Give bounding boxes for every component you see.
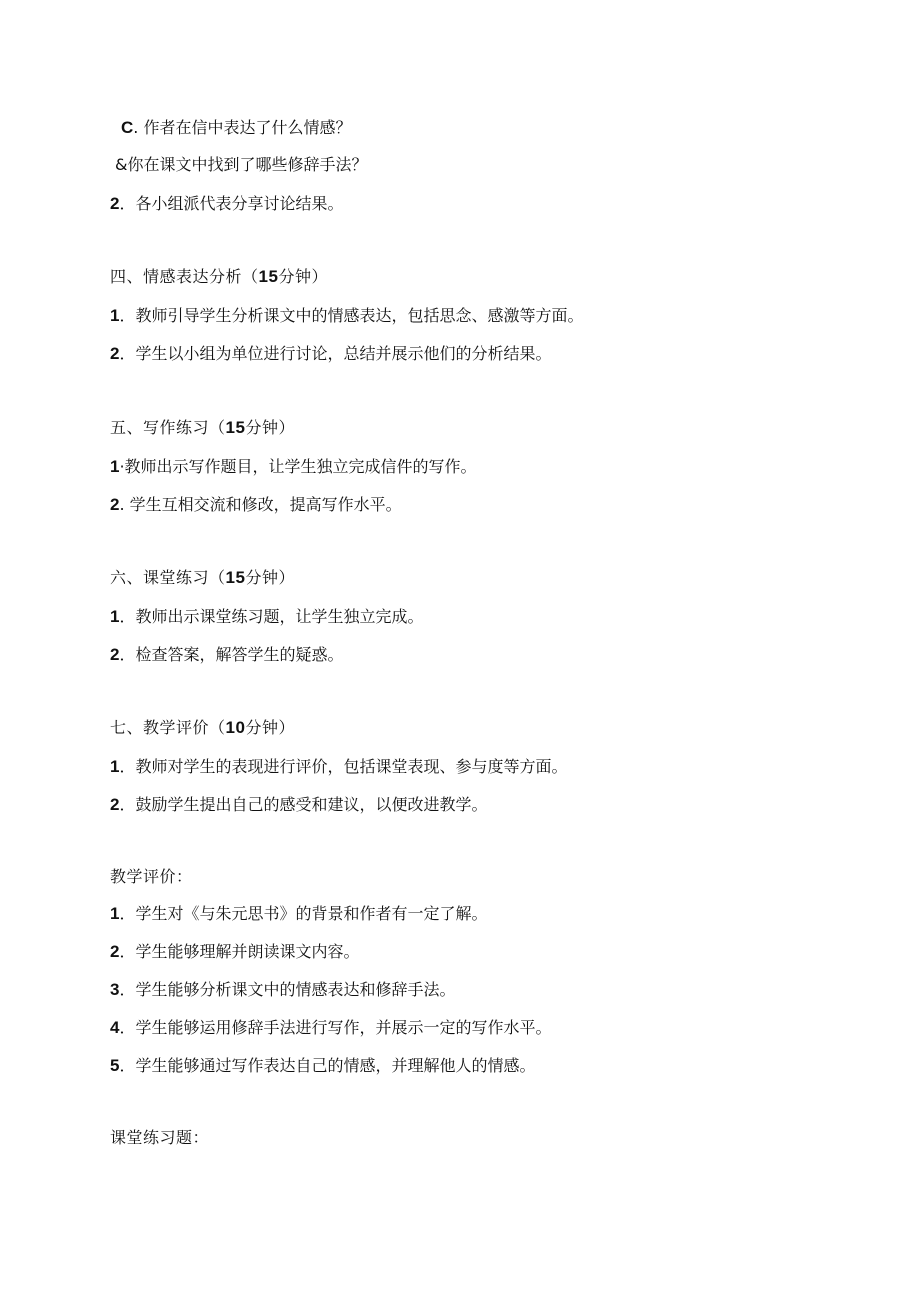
item-marker: 5 bbox=[110, 1056, 120, 1075]
list-item bbox=[110, 941, 359, 963]
item-text: . 作者在信中表达了什么情感？ bbox=[133, 118, 352, 137]
list-item bbox=[110, 494, 402, 516]
item-marker: 2 bbox=[110, 495, 120, 514]
list-item bbox=[110, 606, 423, 628]
item-text: ．学生以小组为单位进行讨论，总结并展示他们的分析结果。 bbox=[119, 344, 552, 363]
item-marker: C bbox=[121, 118, 134, 137]
item-text: ．教师对学生的表现进行评价，包括课堂表现、参与度等方面。 bbox=[119, 757, 568, 776]
item-text: ·教师出示写作题目，让学生独立完成信件的写作。 bbox=[119, 457, 477, 476]
item-text: ．学生对《与朱元思书》的背景和作者有一定了解。 bbox=[119, 904, 488, 923]
item-marker: 1 bbox=[110, 306, 120, 325]
item-text: ．各小组派代表分享讨论结果。 bbox=[119, 194, 344, 213]
section-heading: 教学评价： bbox=[110, 867, 193, 886]
list-item bbox=[110, 456, 477, 478]
item-text: ．教师引导学生分析课文中的情感表达，包括思念、感激等方面。 bbox=[119, 306, 584, 325]
item-marker: 2 bbox=[110, 344, 120, 363]
item-marker: 1 bbox=[110, 904, 120, 923]
item-text: ．学生能够分析课文中的情感表达和修辞手法。 bbox=[119, 980, 456, 999]
item-marker: 1 bbox=[110, 607, 120, 626]
item-text: ．教师出示课堂练习题，让学生独立完成。 bbox=[119, 607, 424, 626]
list-item bbox=[110, 979, 455, 1001]
item-marker: 2 bbox=[110, 194, 120, 213]
list-item bbox=[110, 756, 567, 778]
item-marker: 4 bbox=[110, 1018, 120, 1037]
section-heading: 四、情感表达分析（15分钟） bbox=[110, 267, 328, 286]
section-heading: 七、教学评价（10分钟） bbox=[110, 718, 295, 737]
item-text: ．学生能够运用修辞手法进行写作，并展示一定的写作水平。 bbox=[119, 1018, 552, 1037]
item-marker: 1 bbox=[110, 457, 120, 476]
duration-value: 10 bbox=[225, 718, 246, 737]
list-item bbox=[110, 193, 343, 215]
list-item bbox=[110, 343, 551, 365]
duration-value: 15 bbox=[225, 568, 246, 587]
list-item bbox=[110, 305, 583, 327]
item-text: ．学生能够理解并朗读课文内容。 bbox=[119, 942, 360, 961]
duration-value: 15 bbox=[225, 418, 246, 437]
item-marker: 1 bbox=[110, 757, 120, 776]
section-heading: 六、课堂练习（15分钟） bbox=[110, 568, 295, 587]
list-item bbox=[110, 903, 487, 925]
item-text: ．检查答案，解答学生的疑惑。 bbox=[119, 645, 344, 664]
section-heading: 课堂练习题： bbox=[110, 1128, 210, 1147]
question-c bbox=[121, 117, 351, 139]
list-item bbox=[110, 1055, 535, 1077]
item-text: &你在课文中找到了哪些修辞手法？ bbox=[115, 155, 368, 174]
item-text: . 学生互相交流和修改，提高写作水平。 bbox=[119, 495, 402, 514]
item-marker: 2 bbox=[110, 645, 120, 664]
item-marker: 2 bbox=[110, 795, 120, 814]
list-item bbox=[110, 644, 343, 666]
item-text: ．学生能够通过写作表达自己的情感，并理解他人的情感。 bbox=[119, 1056, 536, 1075]
item-marker: 3 bbox=[110, 980, 120, 999]
item-text: ．鼓励学生提出自己的感受和建议，以便改进教学。 bbox=[119, 795, 488, 814]
item-marker: 2 bbox=[110, 942, 120, 961]
list-item bbox=[110, 1017, 551, 1039]
list-item bbox=[110, 794, 487, 816]
duration-value: 15 bbox=[258, 267, 279, 286]
question-rhetoric bbox=[115, 154, 367, 176]
section-heading: 五、写作练习（15分钟） bbox=[110, 418, 295, 437]
